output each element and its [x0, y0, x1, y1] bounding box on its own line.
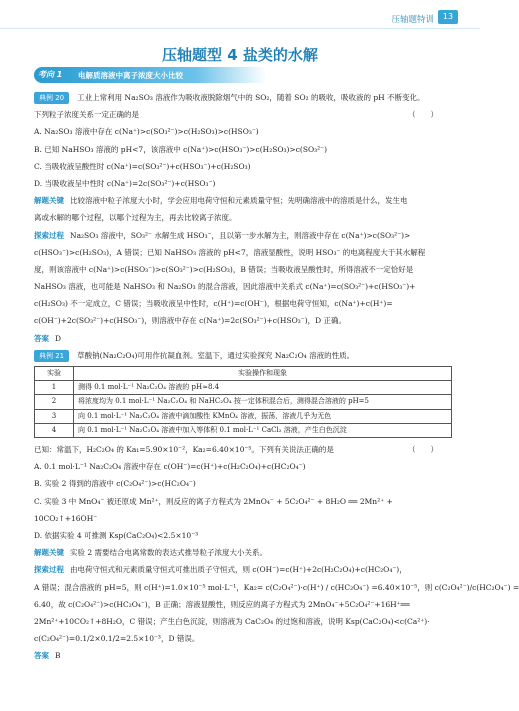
table-cell: 3: [35, 409, 74, 423]
table-header-cell: 实验操作和现象: [74, 367, 452, 381]
table-header-row: [35, 367, 452, 381]
table-cell: 4: [35, 423, 74, 437]
q20-key-2: 离或水解的哪个过程，以哪个过程为主，再去比较离子浓度。: [34, 213, 237, 223]
q20-explore-5: c(H₂SO₃) 不一定成立，C 错误；当吸收液呈中性时，c(H⁺)=c(OH⁻)，根据电荷守恒知，c(Na⁺)+c(H⁺)=: [34, 299, 393, 309]
q20-answer: [34, 330, 452, 347]
q20-explore-3: 度，则该溶液中 c(Na⁺)>c(HSO₃⁻)>c(SO₃²⁻)>c(H₂SO₃)，B 错误；当吸收液呈酸性时，所得溶液不一定恰好是: [34, 264, 414, 274]
q21-option-d: D. 依据实验 4 可推测 Ksp(CaC₂O₄)<2.5×10⁻³: [34, 530, 199, 540]
explore-label: 探索过程: [34, 565, 64, 575]
example-badge: 典例 20: [34, 92, 69, 104]
q21-explore-4: 2Mn²⁺+10CO₂↑+8H₂O，C 错误；产生白色沉淀，则溶液为 CaC₂O₄ 的过饱和溶液，说明 Ksp(CaC₂O₄)<c(Ca²⁺)·: [34, 616, 430, 626]
q20-option-c: C. 当吸收液呈酸性时 c(Na⁺)=c(SO₃²⁻)+c(HSO₃⁻)+c(H₂SO₃): [34, 161, 251, 171]
table-row: [35, 423, 452, 437]
q21-option-b: B. 实验 2 得到的溶液中 c(C₂O₄²⁻)>c(HC₂O₄⁻): [34, 479, 196, 489]
answer-label: 答案: [34, 651, 49, 661]
q20-explore-2: c(HSO₃⁻)>c(H₂SO₃)，A 错误；已知 NaHSO₃ 溶液的 pH<7，溶液显酸性，说明 HSO₃⁻ 的电离程度大于其水解程: [34, 247, 426, 257]
topic-banner: [34, 67, 266, 83]
section-title: 压轴题特训: [391, 15, 434, 25]
explore-label: 探索过程: [34, 230, 64, 240]
q21-option-c-2: 10CO₂↑+16OH⁻: [34, 513, 98, 523]
topic-tag: 考向 1: [38, 70, 63, 79]
q21-explore-3: 6.40，故 c(C₂O₄²⁻)>c(HC₂O₄⁻)，B 正确；溶液显酸性，则反应的离子方程式为 2MnO₄⁻+5C₂O₄²⁻+16H⁺══: [34, 599, 410, 609]
q21-option-c: C. 实验 3 中 MnO₄⁻ 被还原成 Mn²⁺，则反应的离子方程式为 2MnO₄⁻ + 5C₂O₄²⁻ + 8H₂O ══ 2Mn²⁺ +: [34, 496, 393, 506]
answer-value: B: [55, 651, 61, 661]
q21-option-a: A. 0.1 mol·L⁻¹ Na₂C₂O₄ 溶液中存在 c(OH⁻)=c(H⁺)+c(H₂C₂O₄)+c(HC₂O₄⁻): [34, 462, 306, 472]
q20-stem-2: 下列粒子浓度关系一定正确的是 （ ）: [34, 106, 452, 123]
header-divider: [0, 28, 480, 29]
topic-title: 电解质溶液中离子浓度大小比较: [78, 71, 183, 80]
q21-key: 解题关键 实验 2 需要结合电离常数的表达式推导粒子浓度大小关系。: [34, 548, 268, 558]
table-cell: 测得 0.1 mol·L⁻¹ Na₂C₂O₄ 溶液的 pH≈8.4: [74, 381, 452, 395]
q21-known: 已知：常温下，H₂C₂O₄ 的 Ka₁=5.90×10⁻²，Ka₂=6.40×10⁻⁵。下列有关说法正确的是 （ ）: [34, 441, 452, 458]
table-row: [35, 381, 452, 395]
answer-value: D: [55, 333, 62, 343]
example-badge: 典例 21: [34, 350, 69, 362]
answer-label: 答案: [34, 333, 49, 343]
table-cell: 向 0.1 mol·L⁻¹ Na₂C₂O₄ 溶液中滴加酸性 KMnO₄ 溶液，振荡，溶液几乎为无色: [74, 409, 452, 423]
q20-explore: 探索过程 Na₂SO₃ 溶液中，SO₃²⁻ 水解生成 HSO₃⁻，且以第一步水解为主，则溶液中存在 c(Na⁺)>c(SO₃²⁻)>: [34, 230, 411, 240]
answer-bracket: （ ）: [408, 110, 438, 120]
q20-explore-4: NaHSO₃ 溶液，也可能是 NaHSO₃ 和 Na₂SO₃ 的混合溶液，因此溶液中关系式 c(Na⁺)=c(SO₃²⁻)+c(HSO₃⁻)+: [34, 282, 416, 292]
key-label: 解题关键: [34, 548, 64, 558]
table-cell: 2: [35, 395, 74, 409]
table-header-cell: 实验: [35, 367, 74, 381]
q20-option-d: D. 当吸收液呈中性时 c(Na⁺)=2c(SO₃²⁻)+c(HSO₃⁻): [34, 178, 216, 188]
q20-option-a: A. Na₂SO₃ 溶液中存在 c(Na⁺)>c(SO₃²⁻)>c(H₂SO₃)>c(HSO₃⁻): [34, 127, 259, 137]
q21-explore-2: A 错误；混合溶液的 pH=5，则 c(H⁺)=1.0×10⁻⁵ mol·L⁻¹，Ka₂= c(C₂O₄²⁻)·c(H⁺) / c(HC₂O₄⁻) =6.40×10⁻⁵，则 c(C₂O₄²⁻)/c(HC₂O₄⁻) =: [34, 582, 519, 592]
answer-bracket: （ ）: [408, 445, 438, 455]
page-title: 压轴题型 4 盐类的水解: [162, 46, 318, 64]
key-label: 解题关键: [34, 196, 64, 206]
table-cell: 1: [35, 381, 74, 395]
q21-explore: 探索过程 由电荷守恒式和元素质量守恒式可推出质子守恒式，则 c(OH⁻)=c(H⁺)+2c(H₂C₂O₄)+c(HC₂O₄⁻)，: [34, 565, 407, 575]
page-number: 13: [438, 10, 458, 24]
table-row: [35, 409, 452, 423]
experiment-table: [34, 366, 452, 438]
q20-stem: 典例 20 工业上常利用 Na₂SO₃ 溶液作为吸收液脱除烟气中的 SO₂，随着 SO₂ 的吸收，吸收液的 pH 不断变化。: [34, 89, 452, 106]
table-row: [35, 395, 452, 409]
q20-option-b: B. 已知 NaHSO₃ 溶液的 pH<7，该溶液中 c(Na⁺)>c(HSO₃⁻)>c(H₂SO₃)>c(SO₃²⁻): [34, 144, 328, 154]
main-content: [34, 89, 519, 664]
table-cell: 向 0.1 mol·L⁻¹ Na₂C₂O₄ 溶液中加入等体积 0.1 mol·L⁻¹ CaCl₂ 溶液，产生白色沉淀: [74, 423, 452, 437]
q21-answer: [34, 647, 452, 664]
q21-stem: 典例 21 草酸钠(Na₂C₂O₄)可用作抗凝血剂。室温下，通过实验探究 Na₂C₂O₄ 溶液的性质。: [34, 347, 452, 364]
q21-explore-5: c(C₂O₄²⁻)=0.1/2×0.1/2=2.5×10⁻³，D 错误。: [34, 634, 200, 644]
q20-explore-6: c(OH⁻)+2c(SO₃²⁻)+c(HSO₃⁻)，则溶液中存在 c(Na⁺)=2c(SO₃²⁻)+c(HSO₃⁻)，D 正确。: [34, 316, 347, 326]
page-header: [0, 0, 480, 30]
q20-key: 解题关键 比较溶液中粒子浓度大小时，学会应用电荷守恒和元素质量守恒；先明确溶液中的溶质是什么，发生电: [34, 196, 408, 206]
table-cell: 将浓度均为 0.1 mol·L⁻¹ Na₂C₂O₄ 和 NaHC₂O₄ 按一定体积混合后，测得混合溶液的 pH=5: [74, 395, 452, 409]
